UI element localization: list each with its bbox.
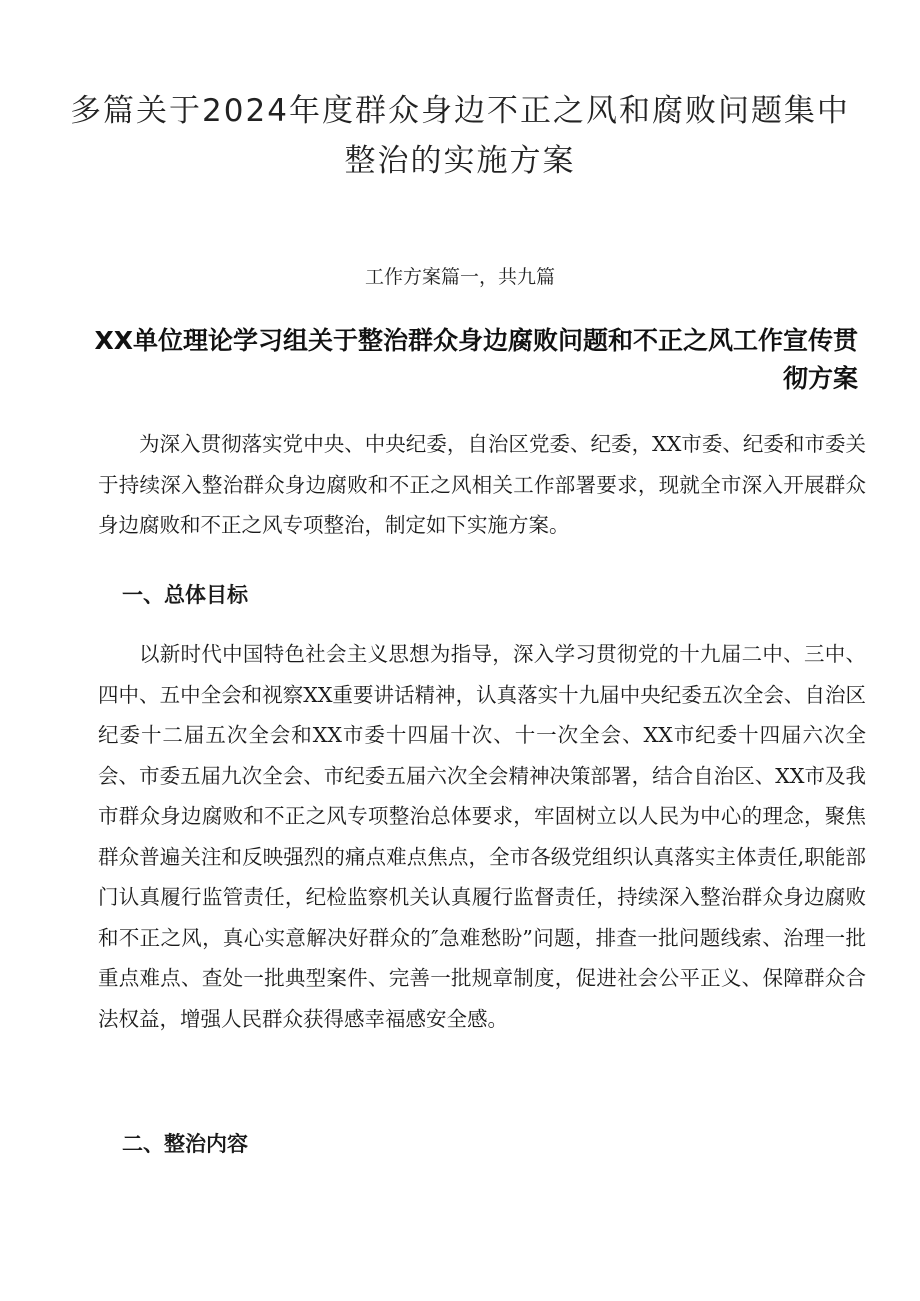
intro-paragraph: 为深入贯彻落实党中央、中央纪委，自治区党委、纪委，XX市委、纪委和市委关于持续深入整治群众身边腐败和不正之风相关工作部署要求，现就全市深入开展群众身边腐败和不正之风专项整治，制定如下实施方案。	[98, 432, 866, 537]
section-2-title: 二、整治内容	[122, 1132, 248, 1156]
goals-paragraph: 以新时代中国特色社会主义思想为指导，深入学习贯彻党的十九届二中、三中、四中、五中全会和视察XX重要讲话精神，认真落实十九届中央纪委五次全会、自治区纪委十二届五次全会和XX市委十四届十次、十一次全会、XX市纪委十四届六次全会、市委五届九次全会、市纪委五届六次全会精神决策部署，结合自治区、XX市及我市群众身边腐败和不正之风专项整治总体要求，牢固树立以人民为中心的理念，聚焦群众普遍关注和反映强烈的痛点难点焦点，全市各级党组织认真落实主体责任,职能部门认真履行监管责任，纪检监察机关认真履行监督责任，持续深入整治群众身边腐败和不正之风，真心实意解决好群众的″急难愁盼”问题，排查一批问题线索、治理一批重点难点、查处一批典型案件、完善一批规章制度，促进社会公平正义、保障群众合法权益，增强人民群众获得感幸福感安全感。	[98, 642, 866, 1031]
document-subtitle: 工作方案篇一，共九篇	[364, 266, 555, 288]
plan-heading: XX单位理论学习组关于整治群众身边腐败问题和不正之风工作宣传贯彻方案	[94, 326, 858, 393]
document-title: 多篇关于2024年度群众身边不正之风和腐败问题集中整治的实施方案	[70, 93, 850, 179]
section-1-title: 一、总体目标	[122, 583, 248, 607]
